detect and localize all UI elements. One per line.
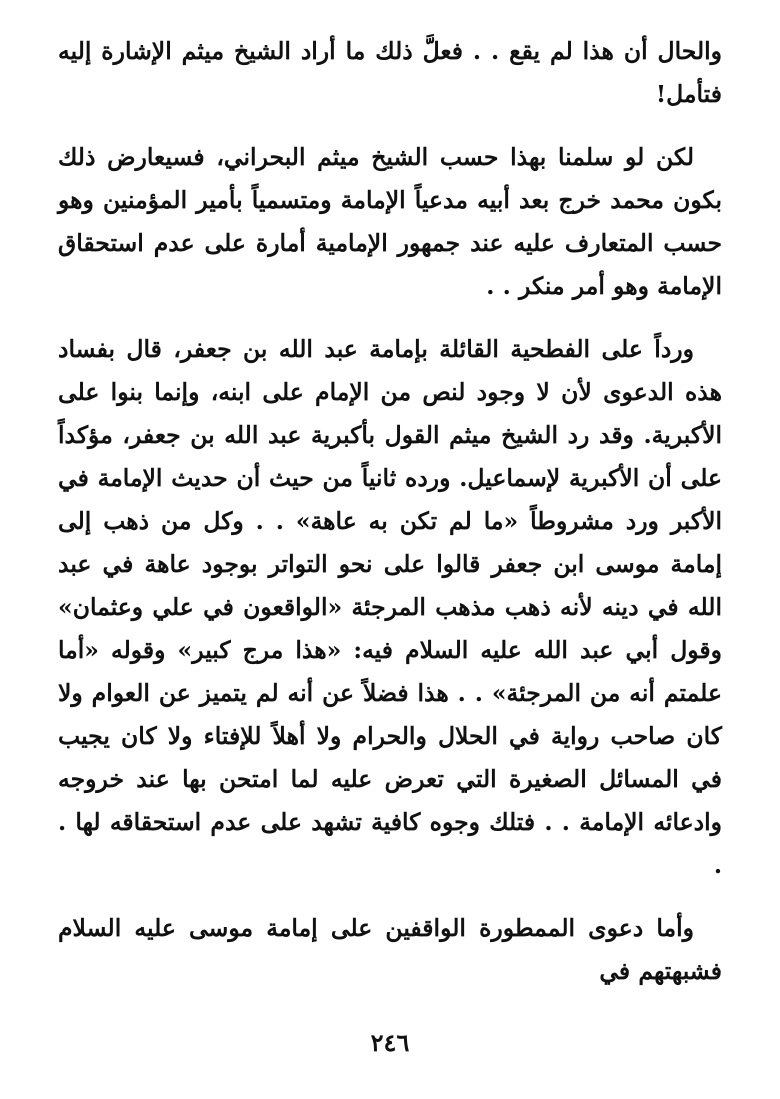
paragraph-4: وأما دعوى الممطورة الواقفين على إمامة موسى عليه السلام فشبهتهم في	[58, 914, 722, 985]
page-number: ٢٤٦	[370, 1028, 410, 1057]
paragraph-2: لكن لو سلمنا بهذا حسب الشيخ ميثم البحراني، فسيعارض ذلك بكون محمد خرج بعد أبيه مدعياً الإمامة ومتسمياً بأمير المؤمنين وهو حسب المتعارف عليه عند جمهور الإمامية أمارة على عدم استحقاق الإمامة وهو أمر منكر . .	[58, 143, 722, 300]
paragraph-1: والحال أن هذا لم يقع . . فعلَّ ذلك ما أراد الشيخ ميثم الإشارة إليه فتأمل!	[58, 37, 722, 108]
paragraph-3: ورداً على الفطحية القائلة بإمامة عبد الله بن جعفر، قال بفساد هذه الدعوى لأن لا وجود لنص من الإمام على ابنه، وإنما بنوا على الأكبرية. وقد رد الشيخ ميثم القول بأكبرية عبد الله بن جعفر، مؤكداً على أن الأكبرية لإسماعيل. ورده ثانياً من حيث أن حديث الإمامة في الأكبر ورد مشروطاً «ما لم تكن به عاهة» . . وكل من ذهب إلى إمامة موسى ابن جعفر قالوا على نحو التواتر بوجود عاهة في عبد الله في دينه لأنه ذهب مذهب المرجئة «الواقعون في علي وعثمان» وقول أبي عبد الله عليه السلام فيه: «هذا مرج كبير» وقوله «أما علمتم أنه من المرجئة» . . هذا فضلاً عن أنه لم يتميز عن العوام ولا كان صاحب رواية في الحلال والحرام ولا أهلاً للإفتاء ولا كان يجيب في المسائل الصغيرة التي تعرض عليه لما امتحن بها عند خروجه وادعائه الإمامة . . فتلك وجوه كافية تشهد على عدم استحقاقه لها . .	[58, 335, 722, 879]
body-text	[58, 30, 722, 1013]
